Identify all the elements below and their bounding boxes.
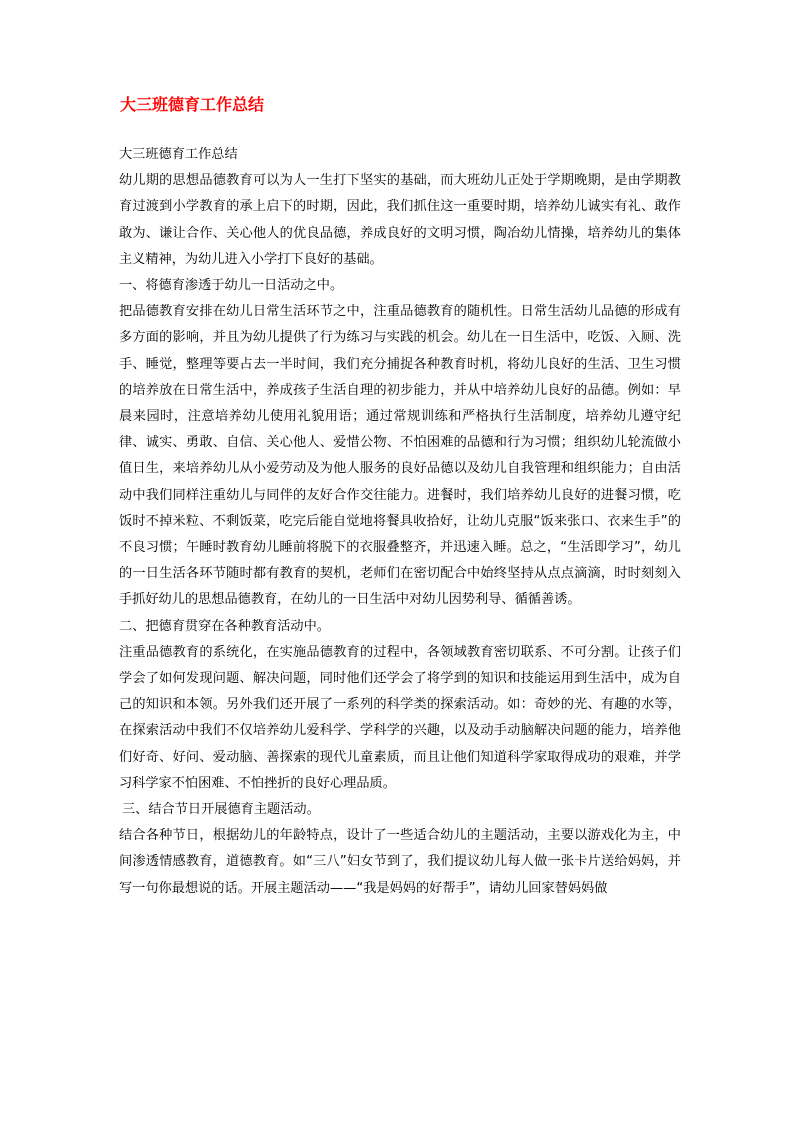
section-heading-3: 三、结合节日开展德育主题活动。 (122, 802, 320, 818)
document-title: 大三班德育工作总结 (120, 95, 265, 114)
document-body (119, 142, 681, 902)
subtitle-paragraph: 大三班德育工作总结 (119, 147, 238, 162)
section-3-paragraph: 结合各种节日，根据幼儿的年龄特点，设计了一些适合幼儿的主题活动，主要以游戏化为主，中间渗透情感教育，道德教育。如“三八”妇女节到了，我们提议幼儿每人做一张卡片送给妈妈，并写一句你最想说的话。开展主题活动——“我是妈妈的好帮手”，请幼儿回家替妈妈做 (119, 828, 681, 896)
section-1-paragraph: 把品德教育安排在幼儿日常生活环节之中，注重品德教育的随机性。日常生活幼儿品德的形成有多方面的影响，并且为幼儿提供了行为练习与实践的机会。幼儿在一日生活中，吃饭、入厕、洗手、睡觉，整理等要占去一半时间，我们充分捕捉各种教育时机，将幼儿良好的生活、卫生习惯的培养放在日常生活中，养成孩子生活自理的初步能力，并从中培养幼儿良好的品德。例如：早晨来园时，注意培养幼儿使用礼貌用语；通过常规训练和严格执行生活制度，培养幼儿遵守纪律、诚实、勇敢、自信、关心他人、爱惜公物、不怕困难的品德和行为习惯；组织幼儿轮流做小值日生，来培养幼儿从小爱劳动及为他人服务的良好品德以及幼儿自我管理和组织能力；自由活动中我们同样注重幼儿与同伴的友好合作交往能力。进餐时，我们培养幼儿良好的进餐习惯，吃饭时不掉米粒、不剩饭菜，吃完后能自觉地将餐具收拾好，让幼儿克服“饭来张口、衣来生手”的不良习惯；午睡时教育幼儿睡前将脱下的衣服叠整齐，并迅速入睡。总之，“生活即学习”，幼儿的一日生活各环节随时都有教育的契机，老师们在密切配合中始终坚持从点点滴滴，时时刻刻入手抓好幼儿的思想品德教育，在幼儿的一日生活中对幼儿因势利导、循循善诱。 (119, 304, 681, 608)
section-heading-1: 一、将德育渗透于幼儿一日活动之中。 (119, 278, 344, 294)
intro-paragraph: 幼儿期的思想品德教育可以为人一生打下坚实的基础，而大班幼儿正处于学期晚期，是由学期教育过渡到小学教育的承上启下的时期，因此，我们抓住这一重要时期，培养幼儿诚实有礼、敢作敢为、谦让合作、关心他人的优良品德，养成良好的文明习惯，陶冶幼儿情操，培养幼儿的集体主义精神，为幼儿进入小学打下良好的基础。 (119, 173, 681, 267)
section-2-paragraph: 注重品德教育的系统化，在实施品德教育的过程中，各领域教育密切联系、不可分割。让孩子们学会了如何发现问题、解决问题，同时他们还学会了将学到的知识和技能运用到生活中，成为自己的知识和本领。另外我们还开展了一系列的科学类的探索活动。如：奇妙的光、有趣的水等，在探索活动中我们不仅培养幼儿爱科学、学科学的兴趣，以及动手动脑解决问题的能力，培养他们好奇、好问、爱动脑、善探索的现代儿童素质，而且让他们知道科学家取得成功的艰难，并学习科学家不怕困难、不怕挫折的良好心理品质。 (119, 644, 681, 791)
section-heading-2: 二、把德育贯穿在各种教育活动中。 (119, 618, 330, 634)
